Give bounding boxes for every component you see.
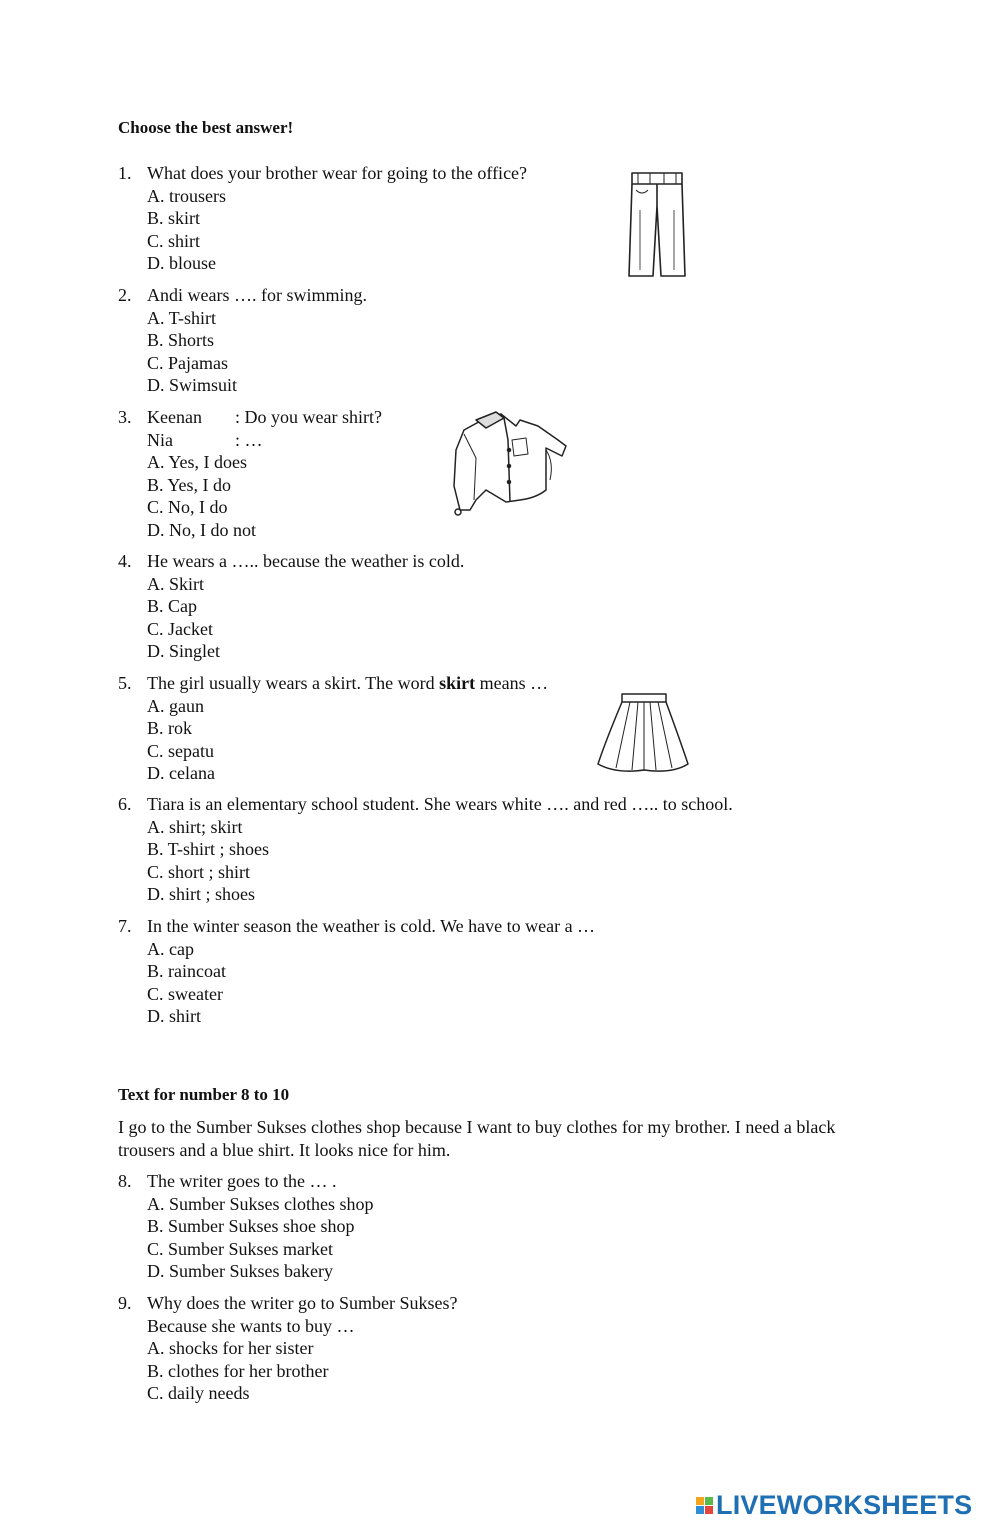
option-d[interactable]: D. Singlet	[147, 641, 221, 661]
option-d[interactable]: D. blouse	[147, 253, 216, 273]
dialog-speaker: Keenan	[147, 407, 202, 427]
option-b[interactable]: B. T-shirt ; shoes	[147, 839, 270, 859]
dialog-line: : …	[235, 429, 263, 450]
trousers-illustration	[624, 170, 690, 280]
option-c[interactable]: C. No, I do	[147, 497, 228, 517]
question-2	[118, 284, 878, 397]
option-a[interactable]: A. Yes, I does	[147, 452, 248, 472]
option-c[interactable]: C. short ; shirt	[147, 861, 251, 882]
question-stem: Why does the writer go to Sumber Sukses?	[147, 1293, 458, 1313]
option-b[interactable]: B. Sumber Sukses shoe shop	[147, 1216, 355, 1236]
question-number: 4.	[118, 551, 132, 571]
skirt-illustration	[596, 690, 692, 776]
option-a[interactable]: A. shirt; skirt	[147, 816, 243, 837]
question-number: 9.	[118, 1293, 132, 1313]
option-a[interactable]: A. Skirt	[147, 573, 205, 594]
question-stem: The writer goes to the … .	[147, 1171, 337, 1191]
question-stem: He wears a ….. because the weather is cold.	[147, 551, 465, 571]
question-number: 3.	[118, 407, 132, 427]
liveworksheets-logo-icon	[696, 1497, 713, 1514]
question-6	[118, 793, 878, 906]
option-a[interactable]: A. cap	[147, 938, 194, 959]
option-d[interactable]: D. celana	[147, 763, 215, 783]
question-number: 5.	[118, 673, 132, 693]
option-b[interactable]: B. Shorts	[147, 330, 215, 350]
question-1	[118, 162, 878, 275]
logo-square	[705, 1497, 713, 1505]
question-number: 7.	[118, 916, 132, 936]
option-a[interactable]: A. gaun	[147, 695, 204, 716]
question-4	[118, 550, 878, 663]
option-b[interactable]: B. Cap	[147, 596, 198, 616]
question-stem: What does your brother wear for going to the office?	[147, 163, 528, 183]
option-c[interactable]: C. sweater	[147, 983, 223, 1004]
logo-square	[696, 1497, 704, 1505]
watermark-text: LIVEWORKSHEETS	[716, 1490, 973, 1520]
question-5	[118, 672, 878, 785]
dialog-speaker: Nia	[147, 429, 173, 450]
text-heading: Text for number 8 to 10	[118, 1085, 290, 1104]
question-stem: The girl usually wears a skirt. The word skirt means …	[147, 673, 549, 693]
option-a[interactable]: A. Sumber Sukses clothes shop	[147, 1193, 374, 1214]
question-stem: Tiara is an elementary school student. She wears white …. and red ….. to school.	[147, 794, 733, 814]
liveworksheets-watermark	[696, 1490, 972, 1521]
question-number: 2.	[118, 285, 132, 305]
option-c[interactable]: C. Pajamas	[147, 352, 228, 373]
option-b[interactable]: B. skirt	[147, 208, 201, 228]
question-number: 1.	[118, 163, 132, 183]
option-a[interactable]: A. trousers	[147, 185, 226, 206]
option-c[interactable]: C. sepatu	[147, 740, 214, 761]
option-b[interactable]: B. Yes, I do	[147, 474, 232, 495]
option-b[interactable]: B. clothes for her brother	[147, 1360, 329, 1381]
shirt-illustration	[446, 410, 572, 518]
option-d[interactable]: D. shirt ; shoes	[147, 884, 255, 904]
question-8	[118, 1170, 878, 1283]
logo-square	[696, 1506, 704, 1514]
option-a[interactable]: A. shocks for her sister	[147, 1338, 314, 1358]
question-stem-continued: Because she wants to buy …	[147, 1315, 355, 1336]
option-c[interactable]: C. shirt	[147, 230, 201, 251]
option-d[interactable]: D. Sumber Sukses bakery	[147, 1261, 333, 1281]
instructions-heading: Choose the best answer!	[118, 118, 294, 137]
option-d[interactable]: D. Swimsuit	[147, 375, 238, 395]
option-d[interactable]: D. shirt	[147, 1006, 201, 1026]
option-a[interactable]: A. T-shirt	[147, 307, 217, 328]
question-number: 8.	[118, 1171, 132, 1191]
question-stem: Andi wears …. for swimming.	[147, 285, 367, 305]
question-stem: In the winter season the weather is cold. We have to wear a …	[147, 916, 596, 936]
logo-square	[705, 1506, 713, 1514]
option-b[interactable]: B. raincoat	[147, 961, 226, 981]
keyword-skirt: skirt	[439, 673, 476, 693]
question-9	[118, 1292, 878, 1405]
option-d[interactable]: D. No, I do not	[147, 519, 256, 540]
question-number: 6.	[118, 794, 132, 814]
option-b[interactable]: B. rok	[147, 718, 192, 738]
option-c[interactable]: C. daily needs	[147, 1383, 250, 1403]
option-c[interactable]: C. Jacket	[147, 618, 213, 639]
reading-passage: I go to the Sumber Sukses clothes shop because I want to buy clothes for my brother. I need a black trousers and a blue shirt. It looks nice for him.	[118, 1117, 836, 1160]
question-7	[118, 915, 878, 1028]
option-c[interactable]: C. Sumber Sukses market	[147, 1238, 333, 1259]
dialog-line: : Do you wear shirt?	[235, 407, 382, 427]
